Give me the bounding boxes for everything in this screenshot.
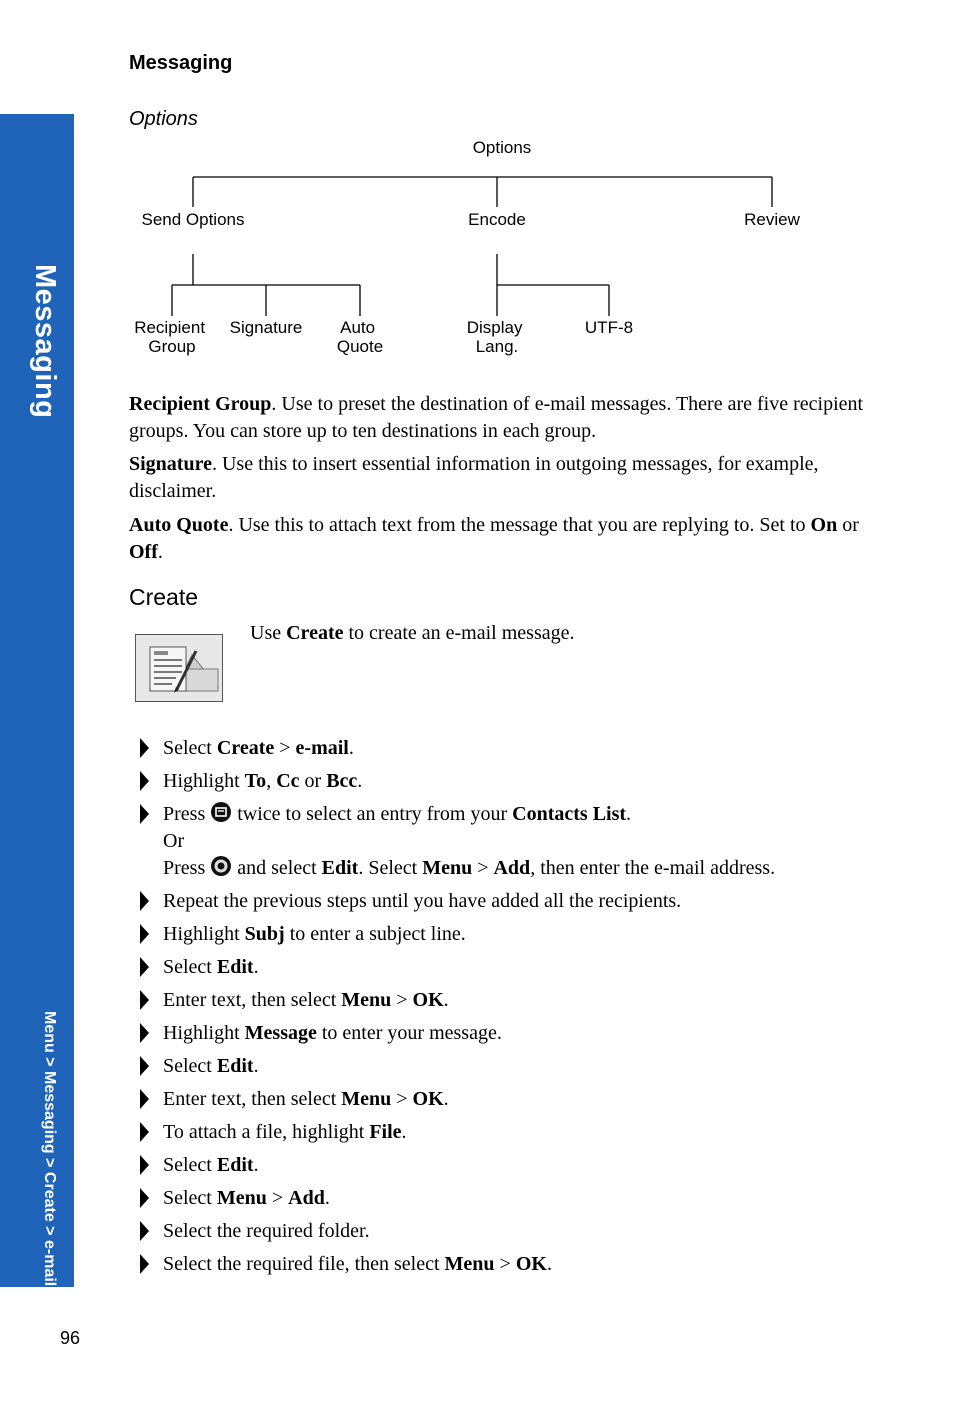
step-item: To attach a file, highlight File.: [136, 1119, 896, 1146]
sidebar-title: Messaging: [29, 264, 61, 419]
auto-quote-description: Auto Quote. Use this to attach text from the message that you are replying to. Set to On or Off.: [129, 514, 859, 563]
bullet-arrow-icon: [140, 738, 149, 758]
diagram-node-utf8: UTF-8: [584, 318, 634, 337]
diagram-node-review: Review: [744, 210, 800, 229]
bullet-arrow-icon: [140, 1221, 149, 1241]
bullet-arrow-icon: [140, 771, 149, 791]
bullet-arrow-icon: [140, 1254, 149, 1274]
diagram-node-auto-quote: Auto Quote: [336, 318, 384, 356]
step-item: Press twice to select an entry from your Contacts List. Or Press and select Edit. Select Menu > Add, then enter the e-mail address.: [136, 801, 896, 882]
bullet-arrow-icon: [140, 1023, 149, 1043]
section-heading: Messaging: [129, 52, 233, 74]
page-number: 96: [60, 1328, 81, 1348]
diagram-node-encode: Encode: [468, 210, 526, 229]
email-create-icon: [135, 634, 223, 702]
step-item: Highlight To, Cc or Bcc.: [136, 768, 896, 795]
diagram-node-send-options: Send Options: [141, 210, 245, 229]
step-list: [136, 735, 896, 1284]
step-item: Highlight Message to enter your message.: [136, 1020, 896, 1047]
signature-description: Signature. Use this to insert essential information in outgoing messages, for example, disclaimer.: [129, 453, 819, 502]
step-item: Highlight Subj to enter a subject line.: [136, 921, 896, 948]
create-heading: Create: [129, 584, 199, 610]
navigation-key-icon: [210, 855, 232, 877]
step-item: Select Menu > Add.: [136, 1185, 896, 1212]
step-item: Select Edit.: [136, 1053, 896, 1080]
diagram-node-signature: Signature: [229, 318, 303, 337]
bullet-arrow-icon: [140, 1089, 149, 1109]
bullet-arrow-icon: [140, 891, 149, 911]
step-item: Enter text, then select Menu > OK.: [136, 1086, 896, 1113]
bullet-arrow-icon: [140, 1155, 149, 1175]
bullet-arrow-icon: [140, 924, 149, 944]
step-item: Select Edit.: [136, 954, 896, 981]
term-auto-quote: Auto Quote: [129, 514, 229, 536]
create-intro: Use Create to create an e-mail message.: [250, 622, 575, 644]
step-item: Enter text, then select Menu > OK.: [136, 987, 896, 1014]
subsection-heading: Options: [129, 108, 198, 130]
diagram-root-label: Options: [472, 138, 532, 157]
step-item: Select Create > e-mail.: [136, 735, 896, 762]
bullet-arrow-icon: [140, 957, 149, 977]
term-signature: Signature: [129, 453, 212, 475]
recipient-group-description: Recipient Group. Use to preset the destination of e-mail messages. There are five recipient groups. You can store up to ten destinations in each group.: [129, 393, 864, 442]
diagram-node-display-lang: Display Lang.: [466, 318, 523, 356]
sidebar-breadcrumb: Menu > Messaging > Create > e-mail: [41, 1011, 58, 1287]
step-item: Select the required file, then select Menu > OK.: [136, 1251, 896, 1278]
contacts-key-icon: [210, 801, 232, 823]
step-item: Repeat the previous steps until you have added all the recipients.: [136, 888, 896, 915]
bullet-arrow-icon: [140, 1056, 149, 1076]
options-tree-diagram: [0, 0, 954, 380]
bullet-arrow-icon: [140, 1122, 149, 1142]
bullet-arrow-icon: [140, 990, 149, 1010]
term-recipient-group: Recipient Group: [129, 393, 272, 415]
bullet-arrow-icon: [140, 1188, 149, 1208]
bullet-arrow-icon: [140, 804, 149, 824]
step-item: Select the required folder.: [136, 1218, 896, 1245]
diagram-node-recipient-group: Recipient Group: [134, 318, 206, 356]
step-item: Select Edit.: [136, 1152, 896, 1179]
